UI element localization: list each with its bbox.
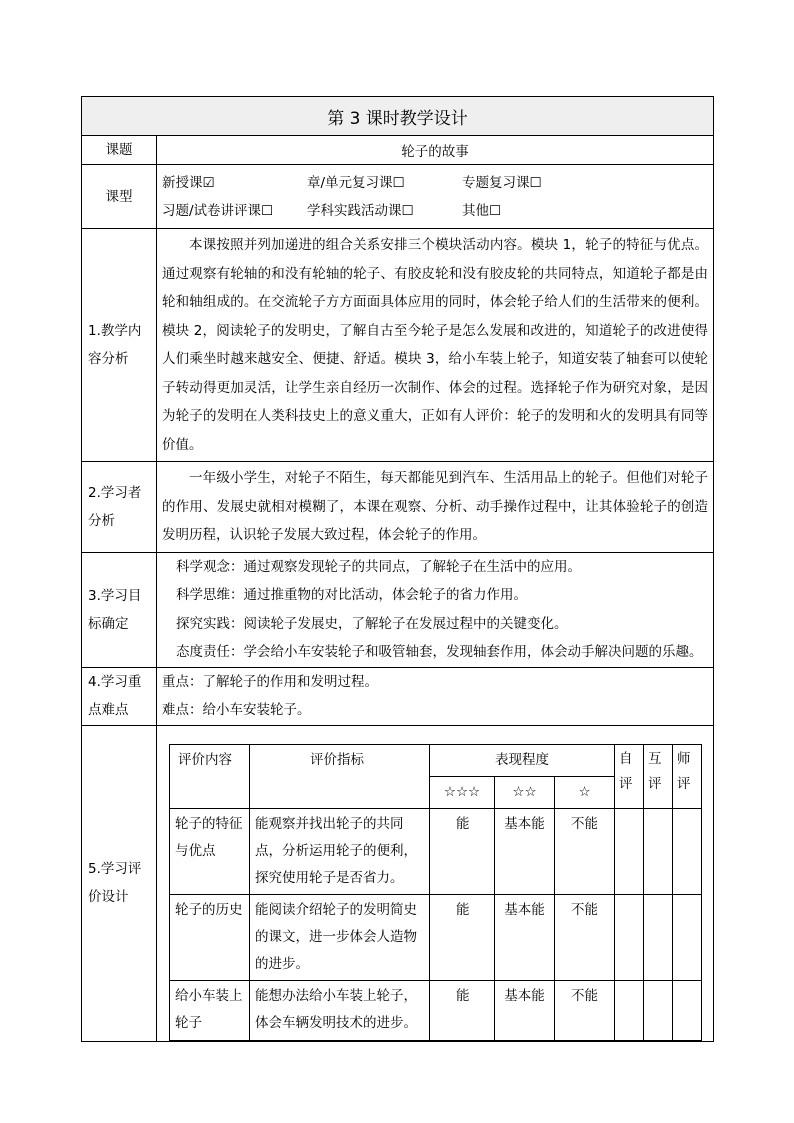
- evaluation-table: [169, 744, 702, 1041]
- eval-teacher-cell: [673, 980, 702, 1040]
- key-points-cell: [157, 667, 714, 725]
- eval-content: 给小车装上轮子: [170, 980, 250, 1040]
- eval-indicator: 能观察并找出轮子的共同点，分析运用轮子的便利，探究使用轮子是否省力。: [250, 808, 430, 894]
- goals-list: [157, 552, 714, 667]
- topic-value: 轮子的故事: [157, 136, 714, 165]
- eval-content: 轮子的特征与优点: [170, 808, 250, 894]
- eval-content: 轮子的历史: [170, 894, 250, 980]
- eval-header-teacher: 师评: [673, 744, 702, 808]
- eval-indicator: 能阅读介绍轮子的发明简史的课文，进一步体会人造物的进步。: [250, 894, 430, 980]
- learner-analysis-label: 2.学习者分析: [82, 462, 157, 553]
- eval-l1: 不能: [555, 808, 615, 894]
- eval-peer-cell: [644, 894, 673, 980]
- course-type-options: [157, 165, 714, 229]
- course-type-option: 习题/试卷讲评课☐: [162, 202, 274, 219]
- eval-level-3: ☆☆☆: [430, 776, 495, 808]
- course-type-option: 新授课☑: [162, 174, 215, 191]
- eval-header-peer: 互评: [644, 744, 673, 808]
- table-row: [170, 980, 702, 1040]
- evaluation-cell: [157, 725, 714, 1041]
- table-row: [170, 894, 702, 980]
- eval-header-content: 评价内容: [170, 744, 250, 808]
- eval-l3: 能: [430, 980, 495, 1040]
- eval-l2: 基本能: [495, 980, 555, 1040]
- eval-self-cell: [615, 808, 644, 894]
- eval-l1: 不能: [555, 894, 615, 980]
- course-type-option: 学科实践活动课☐: [307, 202, 414, 219]
- content-analysis-text: 本课按照并列加递进的组合关系安排三个模块活动内容。模块 1，轮子的特征与优点。通过观察有轮轴的和没有轮轴的轮子、有胶皮轮和没有胶皮轮的共同特点，知道轮子都是由轮和轴组成的。在交流轮子方方面面具体应用的同时，体会轮子给人们的生活带来的便利。模块 2，阅读轮子的发明史，了解自古至今轮子是怎么发展和改进的，知道轮子的改进使得人们乘坐时越来越安全、便捷、舒适。模块 3，给小车装上轮子，知道安装了轴套可以使轮子转动得更加灵活，让学生亲自经历一次制作、体会的过程。选择轮子作为研究对象，是因为轮子的发明在人类科技史上的意义重大，正如有人评价：轮子的发明和火的发明具有同等价值。: [157, 229, 714, 462]
- goal-item: 态度责任：学会给小车安装轮子和吸管轴套，发现轴套作用，体会动手解决问题的乐趣。: [176, 644, 703, 660]
- goal-item: 科学思维：通过推重物的对比活动，体会轮子的省力作用。: [176, 587, 527, 603]
- table-row: [170, 808, 702, 894]
- eval-header-indicator: 评价指标: [250, 744, 430, 808]
- key-point: 重点：了解轮子的作用和发明过程。: [162, 673, 378, 690]
- course-type-option: 专题复习课☐: [462, 174, 542, 191]
- learner-analysis-text: 一年级小学生，对轮子不陌生，每天都能见到汽车、生活用品上的轮子。但他们对轮子的作用、发展史就相对模糊了，本课在观察、分析、动手操作过程中，让其体验轮子的创造发明历程，认识轮子发展大致过程，体会轮子的作用。: [157, 462, 714, 553]
- eval-self-cell: [615, 894, 644, 980]
- eval-teacher-cell: [673, 808, 702, 894]
- eval-peer-cell: [644, 808, 673, 894]
- topic-label: 课题: [82, 136, 157, 165]
- eval-header-self: 自评: [615, 744, 644, 808]
- goals-label: 3.学习目标确定: [82, 552, 157, 667]
- eval-self-cell: [615, 980, 644, 1040]
- eval-l2: 基本能: [495, 808, 555, 894]
- page-title: 第 3 课时教学设计: [82, 97, 714, 136]
- goal-item: 探究实践：阅读轮子发展史，了解轮子在发展过程中的关键变化。: [176, 615, 568, 632]
- eval-l3: 能: [430, 808, 495, 894]
- eval-header-performance: 表现程度: [430, 744, 615, 776]
- eval-peer-cell: [644, 980, 673, 1040]
- eval-l1: 不能: [555, 980, 615, 1040]
- eval-indicator: 能想办法给小车装上轮子，体会车辆发明技术的进步。: [250, 980, 430, 1040]
- goal-item: 科学观念：通过观察发现轮子的共同点，了解轮子在生活中的应用。: [176, 558, 581, 575]
- course-type-option: 其他☐: [462, 202, 502, 219]
- lesson-plan-document: [81, 96, 713, 1042]
- evaluation-label: 5.学习评价设计: [82, 725, 157, 1041]
- eval-l3: 能: [430, 894, 495, 980]
- eval-level-2: ☆☆: [495, 776, 555, 808]
- lesson-plan-table: [81, 96, 714, 1042]
- course-type-label: 课型: [82, 165, 157, 229]
- content-analysis-label: 1.教学内容分析: [82, 229, 157, 462]
- eval-teacher-cell: [673, 894, 702, 980]
- course-type-option: 章/单元复习课☐: [307, 174, 405, 191]
- key-points-label: 4.学习重点难点: [82, 667, 157, 725]
- eval-l2: 基本能: [495, 894, 555, 980]
- eval-level-1: ☆: [555, 776, 615, 808]
- difficulty-point: 难点：给小车安装轮子。: [162, 702, 311, 718]
